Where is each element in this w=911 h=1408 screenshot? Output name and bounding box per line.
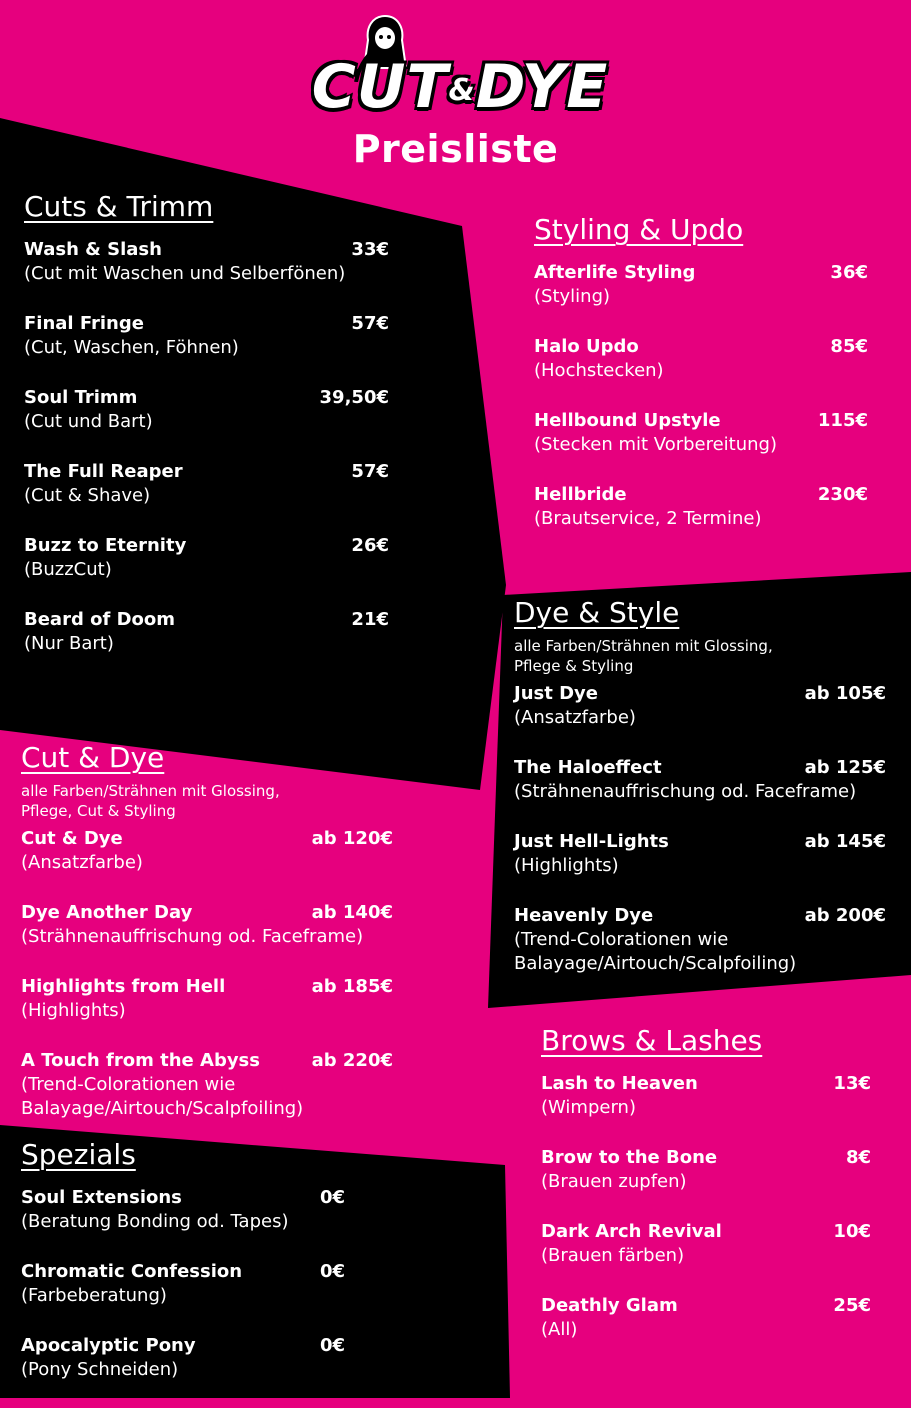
- price-item: [514, 682, 886, 730]
- service-name: Deathly Glam: [541, 1295, 678, 1316]
- service-description: (Highlights): [21, 1000, 126, 1021]
- service-name: Brow to the Bone: [541, 1147, 718, 1168]
- service-price: 115€: [817, 410, 868, 431]
- service-price: 0€: [319, 1335, 345, 1356]
- price-item-row: [541, 1146, 871, 1170]
- service-price: 33€: [351, 239, 389, 260]
- price-item-row: [514, 904, 886, 928]
- price-item: [21, 827, 393, 875]
- service-description: (Brauen zupfen): [541, 1171, 687, 1192]
- service-price: 25€: [833, 1295, 871, 1316]
- price-item-row: [541, 1294, 871, 1318]
- service-description: (Ansatzfarbe): [514, 707, 636, 728]
- service-description: (Beratung Bonding od. Tapes): [21, 1211, 289, 1232]
- price-item: [21, 1260, 345, 1308]
- price-item-row: [21, 1049, 393, 1073]
- service-description: (Nur Bart): [24, 633, 114, 654]
- service-name: Just Hell-Lights: [514, 831, 669, 852]
- price-item: [541, 1294, 871, 1342]
- price-item-row: [514, 682, 886, 706]
- price-item: [21, 901, 393, 949]
- service-description: (Cut & Shave): [24, 485, 151, 506]
- section-brows-lashes: [541, 1024, 871, 1368]
- service-name: Highlights from Hell: [21, 976, 226, 997]
- section-heading: Cut & Dye: [21, 741, 165, 774]
- service-description: (Cut und Bart): [24, 411, 153, 432]
- service-description: (Highlights): [514, 855, 619, 876]
- price-item-row: [21, 975, 393, 999]
- price-list: [541, 1072, 871, 1342]
- section-heading: Brows & Lashes: [541, 1024, 763, 1057]
- price-item-row: [24, 238, 389, 262]
- logo-wordmark: [310, 52, 610, 122]
- page-title: Preisliste: [352, 127, 559, 171]
- price-list: [514, 682, 886, 976]
- logo-word-cut: CUT: [311, 52, 449, 122]
- service-description: (Stecken mit Vorbereitung): [534, 434, 778, 455]
- price-item: [21, 975, 393, 1023]
- service-description: (Styling): [534, 286, 611, 307]
- price-item: [24, 238, 389, 286]
- service-name: The Full Reaper: [24, 461, 183, 482]
- service-price: ab 145€: [804, 831, 886, 852]
- service-price: 39,50€: [319, 387, 389, 408]
- section-heading: Styling & Updo: [534, 213, 744, 246]
- service-name: Apocalyptic Pony: [21, 1335, 196, 1356]
- service-description: (Hochstecken): [534, 360, 664, 381]
- price-item-row: [24, 534, 389, 558]
- price-item-row: [541, 1220, 871, 1244]
- service-price: ab 200€: [804, 905, 886, 926]
- service-description: (All): [541, 1319, 578, 1340]
- price-item-row: [24, 460, 389, 484]
- price-item-row: [534, 335, 868, 359]
- service-description: (Wimpern): [541, 1097, 636, 1118]
- section-cuts-trimm: [24, 190, 389, 682]
- price-item: [541, 1146, 871, 1194]
- service-name: Dye Another Day: [21, 902, 193, 923]
- service-name: Buzz to Eternity: [24, 535, 187, 556]
- price-item-row: [534, 409, 868, 433]
- section-cut-dye: [21, 741, 393, 1147]
- service-name: A Touch from the Abyss: [21, 1050, 260, 1071]
- service-name: Hellbride: [534, 484, 627, 505]
- price-item-row: [21, 1334, 345, 1358]
- service-price: ab 185€: [311, 976, 393, 997]
- service-description: (Trend-Colorationen wie Balayage/Airtouch/Scalpfoiling): [514, 929, 797, 974]
- service-description: (Cut, Waschen, Föhnen): [24, 337, 239, 358]
- service-price: 10€: [833, 1221, 871, 1242]
- price-item: [21, 1049, 393, 1121]
- price-item-row: [21, 827, 393, 851]
- service-name: Afterlife Styling: [534, 262, 696, 283]
- service-price: 0€: [319, 1187, 345, 1208]
- price-item-row: [21, 1260, 345, 1284]
- service-price: ab 125€: [804, 757, 886, 778]
- service-name: Beard of Doom: [24, 609, 175, 630]
- price-item-row: [21, 901, 393, 925]
- section-note: alle Farben/Strähnen mit Glossing, Pflege, Cut & Styling: [21, 782, 280, 820]
- service-name: Dark Arch Revival: [541, 1221, 722, 1242]
- price-item: [514, 756, 886, 804]
- price-item: [534, 261, 868, 309]
- price-item-row: [541, 1072, 871, 1096]
- price-item-row: [24, 312, 389, 336]
- service-description: (BuzzCut): [24, 559, 112, 580]
- service-price: 0€: [319, 1261, 345, 1282]
- service-name: Chromatic Confession: [21, 1261, 243, 1282]
- price-list: [24, 238, 389, 656]
- price-item-row: [534, 483, 868, 507]
- price-item: [514, 904, 886, 976]
- price-item: [21, 1334, 345, 1382]
- price-item-row: [24, 386, 389, 410]
- service-description: (Strähnenauffrischung od. Faceframe): [514, 781, 857, 802]
- service-description: (Strähnenauffrischung od. Faceframe): [21, 926, 364, 947]
- service-description: (Brauen färben): [541, 1245, 685, 1266]
- service-price: 8€: [845, 1147, 871, 1168]
- service-name: Just Dye: [514, 683, 598, 704]
- service-price: 57€: [351, 313, 389, 334]
- service-price: 21€: [351, 609, 389, 630]
- service-price: 230€: [817, 484, 868, 505]
- price-item: [541, 1220, 871, 1268]
- price-item: [534, 483, 868, 531]
- price-item-row: [514, 830, 886, 854]
- section-heading: Cuts & Trimm: [24, 190, 214, 223]
- price-item: [541, 1072, 871, 1120]
- logo-ampersand: &: [448, 72, 476, 108]
- cut-dye-logo: [310, 12, 610, 142]
- section-dye-style: [514, 596, 886, 1002]
- logo-word-dye: DYE: [475, 52, 609, 122]
- price-item-row: [24, 608, 389, 632]
- price-item: [24, 386, 389, 434]
- price-list: [534, 261, 868, 531]
- service-name: Final Fringe: [24, 313, 144, 334]
- service-description: (Trend-Colorationen wie Balayage/Airtouch/Scalpfoiling): [21, 1074, 304, 1119]
- service-description: (Farbeberatung): [21, 1285, 167, 1306]
- service-name: Lash to Heaven: [541, 1073, 698, 1094]
- service-name: Wash & Slash: [24, 239, 162, 260]
- service-name: Soul Trimm: [24, 387, 138, 408]
- service-price: ab 105€: [804, 683, 886, 704]
- service-price: 26€: [351, 535, 389, 556]
- section-heading: Spezials: [21, 1138, 136, 1171]
- price-item: [514, 830, 886, 878]
- section-heading: Dye & Style: [514, 596, 680, 629]
- section-spezials: [21, 1138, 345, 1408]
- service-price: 36€: [830, 262, 868, 283]
- price-list: [21, 1186, 345, 1382]
- service-name: Halo Updo: [534, 336, 639, 357]
- service-description: (Brautservice, 2 Termine): [534, 508, 762, 529]
- service-description: (Pony Schneiden): [21, 1359, 179, 1380]
- price-item: [24, 460, 389, 508]
- price-item: [24, 534, 389, 582]
- service-name: Soul Extensions: [21, 1187, 182, 1208]
- service-name: Heavenly Dye: [514, 905, 654, 926]
- price-list: [21, 827, 393, 1121]
- service-price: ab 220€: [311, 1050, 393, 1071]
- price-item: [534, 409, 868, 457]
- service-description: (Cut mit Waschen und Selberfönen): [24, 263, 346, 284]
- price-item-row: [21, 1186, 345, 1210]
- service-price: ab 140€: [311, 902, 393, 923]
- price-item-row: [534, 261, 868, 285]
- service-description: (Ansatzfarbe): [21, 852, 143, 873]
- price-item: [21, 1186, 345, 1234]
- service-name: The Haloeffect: [514, 757, 662, 778]
- price-item: [24, 312, 389, 360]
- price-item: [24, 608, 389, 656]
- service-name: Cut & Dye: [21, 828, 123, 849]
- service-price: 57€: [351, 461, 389, 482]
- service-price: 85€: [830, 336, 868, 357]
- price-item-row: [514, 756, 886, 780]
- price-item: [534, 335, 868, 383]
- section-note: alle Farben/Strähnen mit Glossing, Pflege & Styling: [514, 637, 773, 675]
- service-name: Hellbound Upstyle: [534, 410, 721, 431]
- service-price: 13€: [833, 1073, 871, 1094]
- section-styling-updo: [534, 213, 868, 557]
- service-price: ab 120€: [311, 828, 393, 849]
